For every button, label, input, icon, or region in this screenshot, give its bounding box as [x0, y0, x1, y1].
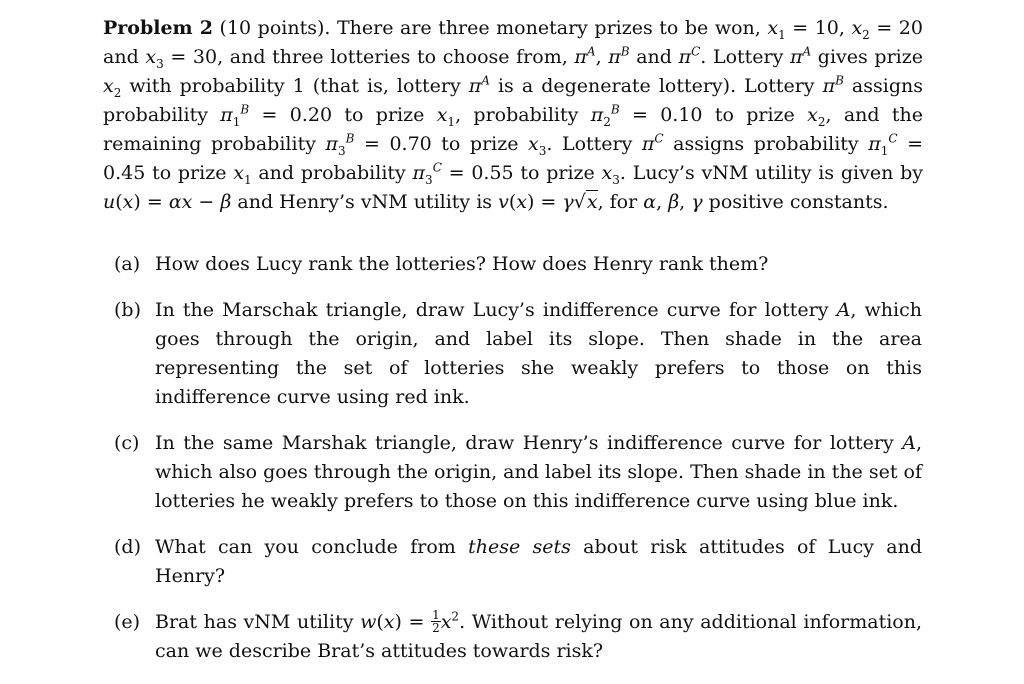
problem-points: (10 points).	[219, 17, 331, 39]
part-a	[114, 250, 922, 279]
problem-statement	[103, 14, 923, 217]
part-c	[114, 429, 922, 516]
part-b	[114, 296, 922, 412]
question-parts	[114, 250, 922, 666]
part-label: (d)	[114, 536, 141, 558]
part-text: Brat has vNM utility w(x) = $\frac{1}{2}$ $x^2$. Without relying on any additional information, can we describe Brat’s attitudes towards risk?	[155, 608, 923, 662]
part-label: (c)	[114, 432, 140, 454]
part-label: (e)	[114, 611, 141, 633]
part-text: What can you conclude from these sets about risk attitudes of Lucy and Henry?	[155, 536, 923, 587]
part-d	[114, 533, 922, 591]
part-text: How does Lucy rank the lotteries? How does Henry rank them?	[155, 253, 769, 275]
problem-intro-text: There are three monetary prizes to be won, $x_1 = 10$, $x_2 = 20$ and $x_3 = 30$, and three lotteries to choose from, $\pi^A$, $\pi^B$ and $\pi^C$. Lottery $\pi^A$ gives prize $x_2$ with probability 1 (that is, lottery $\pi^A$ is a degenerate lottery). Lottery $\pi^B$ assigns probability $\pi_1^B = 0.20$ to prize $x_1$, probability $\pi_2^B = 0.10$ to prize $x_2$, and the remaining probability $\pi_3^B = 0.70$ to prize $x_3$. Lottery $\pi^C$ assigns probability $\pi_1^C = 0.45$ to prize $x_1$ and probability $\pi_3^C = 0.55$ to prize $x_3$. Lucy’s vNM utility is given by u(x) = αx − β and Henry’s vNM utility is v(x) = γ√x, for α, β, γ positive constants.	[103, 17, 924, 213]
problem-heading: Problem 2	[103, 17, 213, 39]
part-label: (b)	[114, 299, 141, 321]
part-text: In the same Marshak triangle, draw Henry’s indifference curve for lottery A, which also goes through the origin, and label its slope. Then shade in the set of lotteries he weakly prefers to those on this indifference curve using blue ink.	[155, 432, 922, 512]
part-e	[114, 608, 922, 666]
part-text: In the Marschak triangle, draw Lucy’s indifference curve for lottery A, which goes through the origin, and label its slope. Then shade in the area representing the set of lotteries she weakly prefers to those on this indifference curve using red ink.	[155, 299, 922, 408]
part-label: (a)	[114, 253, 141, 275]
